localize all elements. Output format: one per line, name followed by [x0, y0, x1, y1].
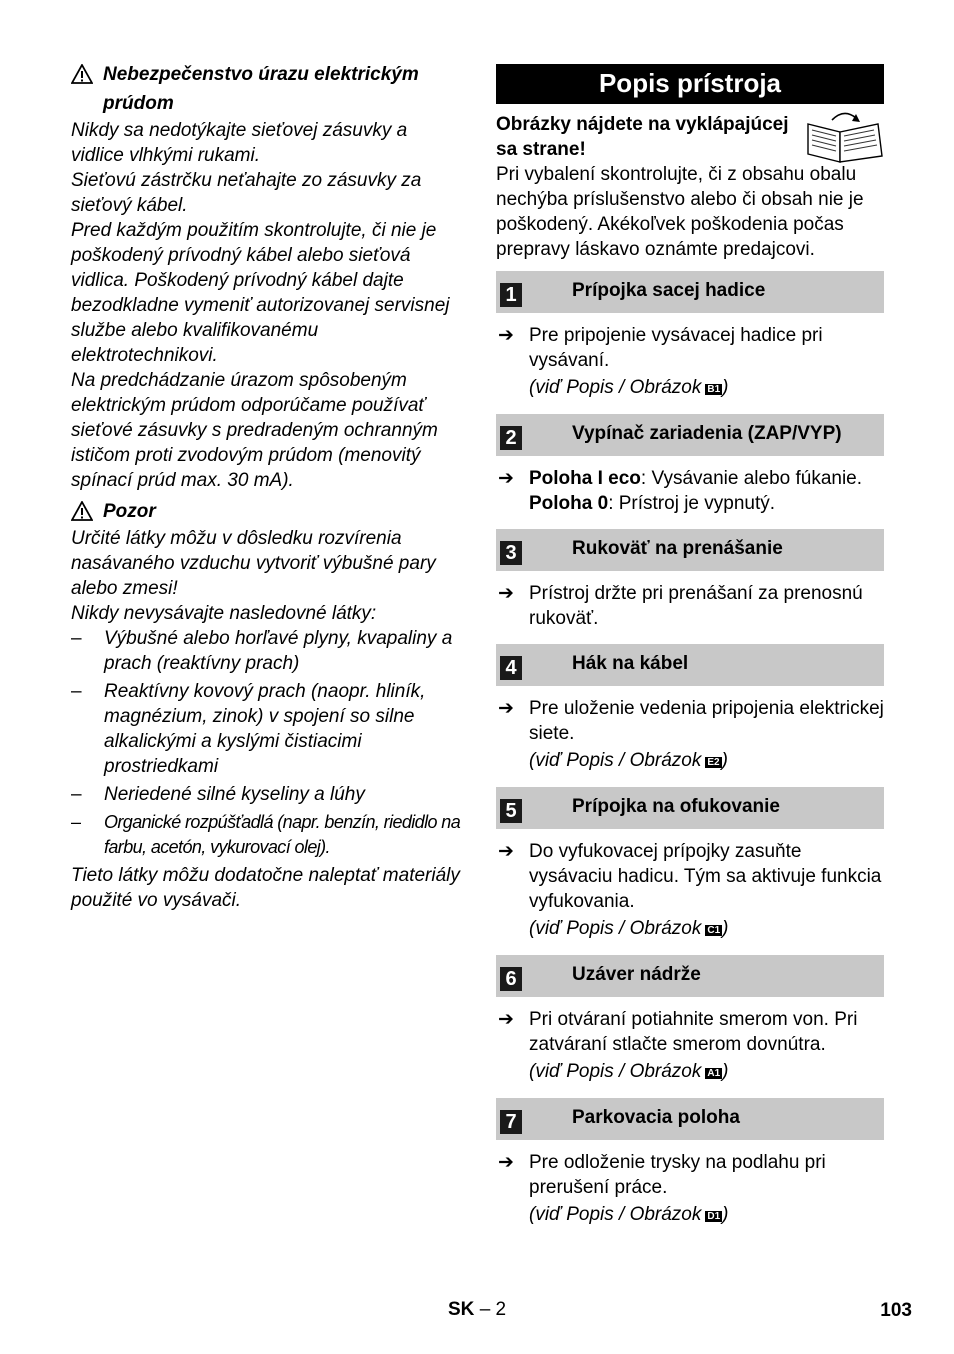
section-title: Uzáver nádrže — [572, 964, 701, 985]
section-title: Rukoväť na prenášanie — [572, 538, 783, 559]
caution-title: Pozor — [103, 501, 156, 522]
arrow-right-icon: ➔ — [498, 583, 514, 604]
section-header-6 — [496, 955, 884, 997]
paragraph: Určité látky môžu v dôsledku rozvírenia nasávaného vzduchu vytvoriť výbušné pary alebo zmesi! — [71, 528, 436, 599]
section-bullet: ➔ Pre pripojenie vysávacej hadice pri vysávaní. — [498, 325, 823, 371]
left-column — [71, 60, 461, 913]
section-title: Parkovacia poloha — [572, 1107, 740, 1128]
arrow-right-icon: ➔ — [498, 325, 514, 346]
section-bullet: ➔ Do vyfukovacej prípojky zasuňte vysávaciu hadicu. Tým sa aktivuje funkcia vyfukovania. — [498, 841, 882, 912]
list-item: – Neriedené silné kyseliny a lúhy — [71, 784, 365, 805]
section-number: 2 — [500, 426, 522, 450]
list-item: – Reaktívny kovový prach (naopr. hliník, magnézium, zinok) v spojení so silne alkalickými a kyslými čistiacimi prostriedkami — [71, 681, 426, 777]
figure-badge: A1 — [707, 1068, 721, 1079]
paragraph: Nikdy nevysávajte nasledovné látky: — [71, 603, 377, 624]
arrow-right-icon: ➔ — [498, 841, 514, 862]
section-title: Prípojka sacej hadice — [572, 280, 766, 301]
page-number: 103 — [880, 1300, 912, 1321]
section-bullet: ➔ Prístroj držte pri prenášaní za prenosnú rukoväť. — [498, 583, 863, 629]
figure-reference: (viď Popis / Obrázok E2 ) — [529, 750, 728, 771]
figure-reference: (viď Popis / Obrázok D1 ) — [529, 1204, 729, 1225]
section-header-7 — [496, 1098, 884, 1140]
paragraph: Na predchádzanie úrazom spôsobeným elektrickým prúdom odporúčame používať sieťové zásuvky s predradeným ochranným ističom proti zvodovým prúdom (menovitý spínací prúd max. 30 mA). — [71, 370, 438, 491]
substances-list — [71, 626, 461, 860]
footer-language: SK – 2 — [448, 1299, 507, 1320]
section-title: Vypínač zariadenia (ZAP/VYP) — [572, 423, 842, 444]
section-header-3 — [496, 529, 884, 571]
section-title: Hák na kábel — [572, 653, 689, 674]
arrow-right-icon: ➔ — [498, 698, 514, 719]
section-bullet: ➔ Poloha I eco: Vysávanie alebo fúkanie. Poloha 0: Prístroj je vypnutý. — [498, 468, 863, 514]
right-column — [496, 64, 884, 1227]
figure-badge: B1 — [707, 384, 721, 395]
figure-badge: E2 — [707, 757, 720, 768]
warning-triangle-icon — [71, 64, 93, 84]
section-number: 4 — [500, 656, 522, 680]
paragraph: Tieto látky môžu dodatočne naleptať materiály použité vo vysávači. — [71, 865, 460, 911]
paragraph: Nikdy sa nedotýkajte sieťovej zásuvky a vidlice vlhkými rukami. — [71, 120, 408, 166]
caution-heading — [71, 497, 461, 526]
figure-badge: C1 — [707, 925, 721, 936]
section-header-5 — [496, 787, 884, 829]
figure-reference: (viď Popis / Obrázok C1 ) — [529, 918, 729, 939]
electric-warning-heading — [71, 60, 461, 118]
section-header-1 — [496, 271, 884, 313]
section-bullet: ➔ Pri otváraní potiahnite smerom von. Pri zatváraní stlačte smerom dovnútra. — [498, 1009, 858, 1055]
electric-warning-title: Nebezpečenstvo úrazu elektrickým prúdom — [103, 64, 419, 114]
list-item: – Organické rozpúšťadlá (napr. benzín, riedidlo na farbu, acetón, vykurovací olej). — [71, 812, 461, 857]
list-item: – Výbušné alebo horľavé plyny, kvapaliny a prach (reaktívny prach) — [71, 628, 453, 674]
section-number: 5 — [500, 799, 522, 823]
figure-badge: D1 — [707, 1211, 721, 1222]
figures-note — [496, 112, 884, 162]
paragraph: Pred každým použitím skontrolujte, či nie je poškodený prívodný kábel alebo sieťová vidlica. Poškodený prívodný kábel dajte bezodkladne vymeniť autorizovanej servisnej službe alebo kvalifikovanému elektrotechnikovi. — [71, 220, 450, 366]
arrow-right-icon: ➔ — [498, 468, 514, 489]
figure-reference: (viď Popis / Obrázok A1 ) — [529, 1061, 729, 1082]
section-header-2 — [496, 414, 884, 456]
section-header-4 — [496, 644, 884, 686]
section-bullet: ➔ Pre uloženie vedenia pripojenia elektrickej siete. — [498, 698, 884, 744]
section-number: 7 — [500, 1110, 522, 1134]
figures-note-text: Obrázky nájdete na vyklápajúcej sa strane! — [496, 114, 789, 160]
section-title: Prípojka na ofukovanie — [572, 796, 780, 817]
section-banner: Popis prístroja — [496, 64, 884, 104]
section-number: 6 — [500, 967, 522, 991]
warning-triangle-icon — [71, 501, 93, 521]
arrow-right-icon: ➔ — [498, 1009, 514, 1030]
section-number: 3 — [500, 541, 522, 565]
figure-reference: (viď Popis / Obrázok B1 ) — [529, 377, 729, 398]
intro-paragraph: Pri vybalení skontrolujte, či z obsahu obalu nechýba príslušenstvo alebo či obsah nie je poškodený. Akékoľvek poškodenia počas prepravy láskavo oznámte predajcovi. — [496, 164, 864, 260]
arrow-right-icon: ➔ — [498, 1152, 514, 1173]
section-bullet: ➔ Pre odloženie trysky na podlahu pri prerušení práce. — [498, 1152, 826, 1198]
fold-out-book-icon — [802, 110, 884, 166]
section-number: 1 — [500, 283, 522, 307]
paragraph: Sieťovú zástrčku neťahajte zo zásuvky za sieťový kábel. — [71, 170, 422, 216]
